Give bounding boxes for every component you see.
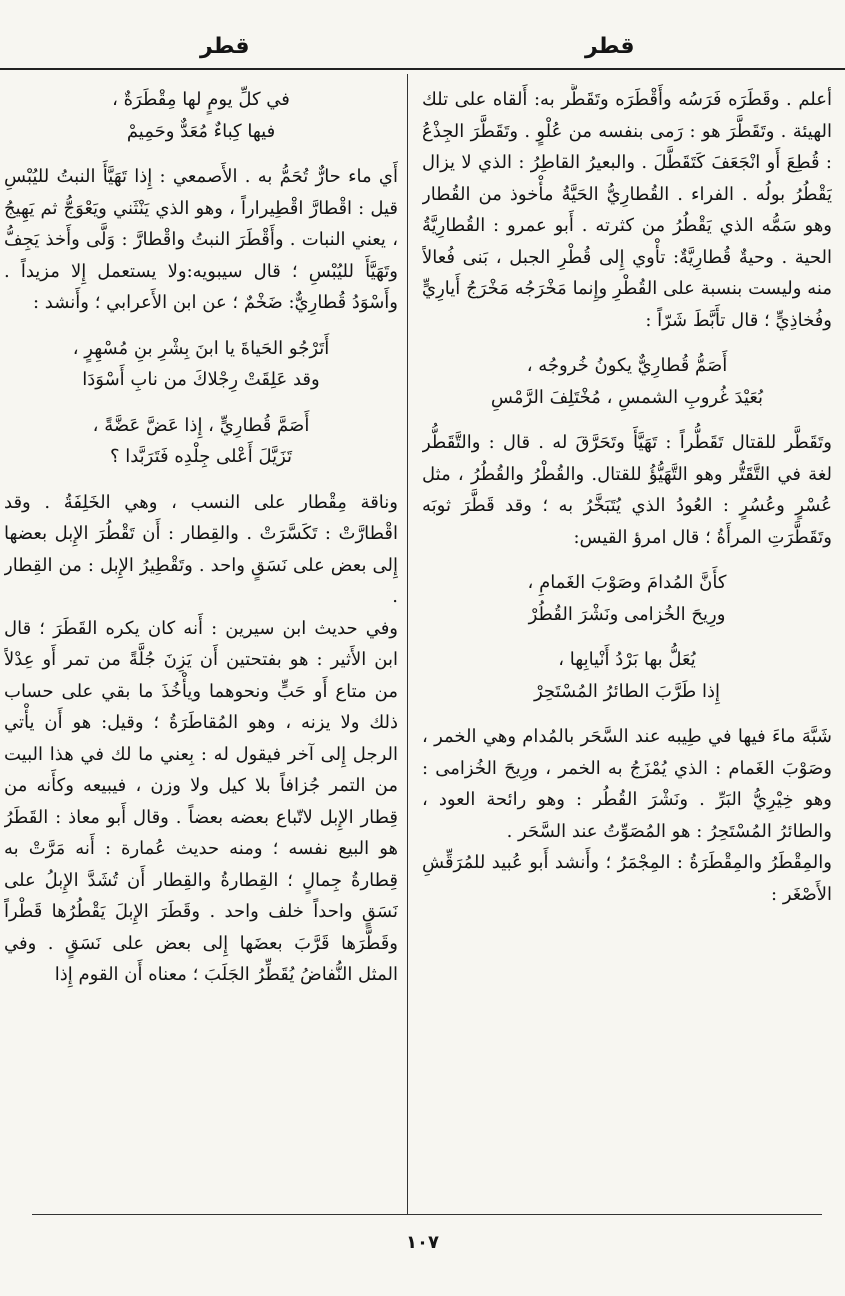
verse-line: أَصَمُّ قُطارِيٌّ يكونُ خُروجُه ،: [526, 355, 728, 376]
page-number: ١٠٧: [406, 1232, 439, 1253]
column-divider: [407, 74, 408, 1214]
verse-line: أَصَمَّ قُطارِيٍّ ، إِذا عَضَّ عَضَّةً ،: [92, 414, 310, 436]
verse-line: تَزَيَّلَ أَعْلى جِلْدِه فَتَرَبَّدا ؟: [109, 446, 293, 467]
verse-line: إِذا طَرَّبَ الطائرُ المُسْتَحِرْ: [534, 680, 720, 702]
verse-line: وقد عَلِقَتْ رِجْلاكَ من نابِ أَسْوَدَا: [82, 369, 320, 390]
verse: [422, 567, 832, 630]
paragraph: والمِقْطَرُ والمِقْطَرَةُ : المِجْمَرُ ؛ وأَنشد أَبو عُبيد للمُرَقِّشِ الأَصْغَر :: [422, 852, 832, 905]
header-word-right: قطر: [585, 34, 635, 59]
paragraph: وتَقَطَّر للقتال تَقَطُّراً : تَهَيَّأَ وتَحَرَّقَ له . قال : والتَّقَطُّر لغة في التَّقَتُّر وهو التَّهَيُّؤُ للقتال. والقُطْرُ والقُطُرُ ، مثل عُسْرٍ وعُسُرٍ : العُودُ الذي يُتَبَخَّرُ به ؛ وقد قَطَّرَ ثوبَه وتَقَطَّرَتِ المرأَةُ ؛ قال امرؤ القيس:: [422, 432, 832, 548]
verse-line: بُعَيْدَ غُروبِ الشمسِ ، مُخْتَلِفَ الرَّمْسِ: [490, 386, 764, 408]
footer-rule: [32, 1214, 822, 1215]
header-word-left: قطر: [200, 34, 250, 59]
verse-line: أَتَرْجُو الحَياةَ يا ابنَ بِشْرِ بنِ مُسْهِرٍ ،: [72, 337, 330, 359]
verse-line: فيها كِباءٌ مُعَدٌّ وحَمِيمْ: [126, 120, 276, 142]
header-rule: [0, 68, 845, 70]
paragraph: وناقة مِقْطار على النسب ، وهي الخَلِفَةُ . وقد اقْطارَّتْ : تَكَسَّرَتْ . والقِطار : أَن تَقْطُرَ الإِبل بعضها إِلى بعض على نَسَقٍ واحد . وتَقْطِيرُ الإِبل : من القِطار .: [4, 491, 398, 607]
paragraph: شَبَّهَ ماءَ فيها في طِيبه عند السَّحَر بالمُدام وهي الخمر ، وصَوْبَ الغَمام : الذي يُمْزَجُ به الخمر ، ورِيحَ الخُزامى : وهو خِيْرِيُّ البَرِّ . ونَشْرَ القُطُر : وهو رائحة العود ، والطائرُ المُسْتَحِرُ : هو المُصَوِّتُ عند السَّحَر .: [422, 726, 832, 842]
verse: [422, 350, 832, 413]
paragraph: أَي ماء حارٌّ تُحَمُّ به . الأَصمعي : إِذا تَهَيَّأَ النبتُ لليُبْسِ قيل : اقْطارَّ اقْطِيراراً ، وهو الذي يَنْثَني ويَعْوَجُّ ثم يَهِيجُ ، يعني النبات . وأَقْطَرَ النبتُ واقْطارَّ : وَلَّى وأَخذ يَجِفُّ وتَهَيَّأَ لليُبْسِ ؛ قال سيبويه:ولا يستعمل إِلا مزيداً . وأَسْوَدُ قُطارِيٌّ: ضَخْمٌ ؛ عن ابن الأَعرابي ؛ وأَنشد :: [4, 166, 398, 313]
paragraph: أعلم . وقَطَرَه فَرَسُه وأَقْطَرَه وتَقَطَّر به: أَلقاه على تلك الهيئة . وتَقَطَّرَ هو : رَمى بنفسه من عُلْوٍ . وتَقَطَّرَ الجِذْعُ : قُطِعَ أَو انْجَعَفَ كَتَقَطَّلَ . والبعيرُ القاطِرُ : الذي لا يزال يَقْطُرُ بولُه . الفراء . القُطارِيُّ الحَيَّةُ مأْخوذ من القُطار وهو سَمُّه الذي يَقْطُرُ من كثرته . أَبو عمرو : القُطارِيَّةُ الحية . وحيةٌ قُطارِيَّةٌ: تأْوي إِلى قُطْرِ الجبل ، بَنى فُعالاً منه وليست بنسبة على القُطْرِ وإِنما مَخْرَجُه مَخْرَجُ أَيارِيٍّ وفُخاذِيٍّ ؛ قال تأَبَّطَ شَرّاً :: [422, 89, 832, 331]
verse: [4, 333, 398, 396]
verse-line: كأَنَّ المُدامَ وصَوْبَ الغَمامِ ،: [527, 572, 727, 593]
verse: [4, 84, 398, 147]
verse: [4, 410, 398, 473]
verse-line: يُعَلُّ بها بَرْدُ أَنْيابِها ،: [558, 649, 696, 670]
verse-line: ورِيحَ الخُزامى ونَشْرَ القُطُرْ: [528, 603, 726, 625]
right-column: [422, 84, 832, 1210]
verse-line: في كلِّ يومٍ لها مِقْطَرَةٌ ،: [112, 89, 290, 110]
verse: [422, 644, 832, 707]
paragraph: وفي حديث ابن سيرين : أَنه كان يكره القَطَرَ ؛ قال ابن الأَثير : هو بفتحتين أَن يَزِنَ جُلَّةً من تمر أَو عِدْلاً من متاع أَو حَبٍّ ونحوهما ويأْخُذَ ما بقي على حساب ذلك ولا يزنه ، وهو المُقاطَرَةُ ؛ وقيل: هو أَن يأْتي الرجل إِلى آخر فيقول له : بِعني ما لك في هذا البيت من التمر جُزافاً بلا كيل ولا وزن ، فيبيعه وكأَنه من قِطار الإِبل لاتّباع بعضه بعضاً . وقال أَبو معاذ : القَطَرُ هو البيع نفسه ؛ ومنه حديث عُمارة : أَنه مَرَّتْ به قِطارةُ جِمالٍ ؛ القِطارةُ والقِطار أَن تُشَدَّ الإِبلُ على نَسَقٍ واحداً خلف واحد . وقَطَرَ الإِبلَ يَقْطُرُها قَطْراً وقَطَّرَها قَرَّبَ بعضَها إِلى بعض على نَسَقٍ . وفي المثل النُّفاضُ يُقَطِّرُ الجَلَبَ ؛ معناه أَن القوم إِذا: [4, 617, 398, 985]
left-column: [4, 84, 398, 1210]
